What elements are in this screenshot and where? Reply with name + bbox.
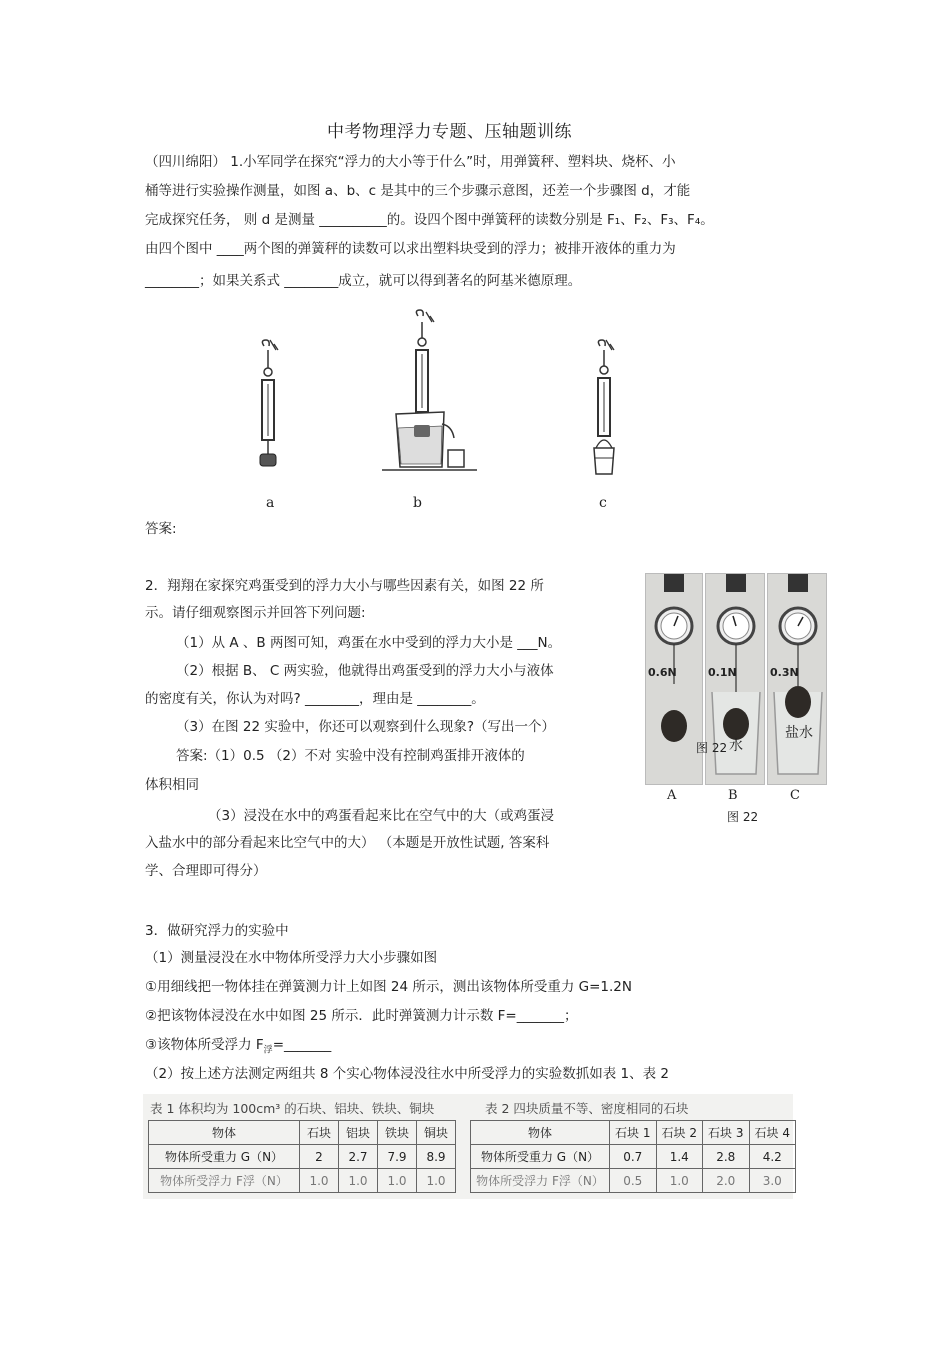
table-2-cell: 3.0 xyxy=(749,1169,796,1193)
q3-line-1: 3．做研究浮力的实验中 xyxy=(145,923,289,939)
table-1-header-cell: 物体 xyxy=(149,1121,300,1145)
q3-line-6: （2）按上述方法测定两组共 8 个实心物体浸没往水中所受浮力的实验数抓如表 1、表 2 xyxy=(145,1066,670,1082)
table-1-cell: 1.0 xyxy=(339,1169,378,1193)
q2-line-5: 的密度有关，你认为对吗? ________，理由是 ________。 xyxy=(145,691,485,707)
q2-answer-1: 答案:（1）0.5 （2）不对 实验中没有控制鸡蛋排开液体的 xyxy=(176,748,525,764)
table-1-cell: 2.7 xyxy=(339,1145,378,1169)
table-1-header-cell: 石块 xyxy=(300,1121,339,1145)
q2-line-6: （3）在图 22 实验中，你还可以观察到什么现象?（写出一个） xyxy=(176,719,556,735)
table-2-cell: 物体所受浮力 F浮（N） xyxy=(471,1169,610,1193)
table-2-cell: 2.8 xyxy=(703,1145,750,1169)
water-label: 水 xyxy=(729,738,743,754)
figure-a-spring-scale xyxy=(250,340,290,480)
photo-label-a: A xyxy=(667,788,677,803)
table-2-header-cell: 石块 3 xyxy=(703,1121,750,1145)
photo-panel-a xyxy=(645,573,703,785)
q2-answer-3: （3）浸没在水中的鸡蛋看起来比在空气中的大（或鸡蛋浸 xyxy=(208,808,555,824)
table-1-header-cell: 铁块 xyxy=(378,1121,417,1145)
figure-22-inner-caption: 图 22 xyxy=(696,741,728,755)
salt-water-label: 盐水 xyxy=(785,725,813,741)
table-1-header-cell: 铜块 xyxy=(417,1121,456,1145)
table-2-header-cell: 石块 1 xyxy=(610,1121,657,1145)
q1-line-1: （四川绵阳） 1.小军同学在探究“浮力的大小等于什么”时，用弹簧秤、塑料块、烧杯、小 xyxy=(145,154,676,170)
table-1-cell: 2 xyxy=(300,1145,339,1169)
figure-a-label: a xyxy=(266,495,275,511)
table-1-header-cell: 铝块 xyxy=(339,1121,378,1145)
q2-answer-2: 体积相同 xyxy=(145,777,199,793)
reading-a: 0.6N xyxy=(648,666,677,679)
q3-line-4: ②把该物体浸没在水中如图 25 所示．此时弹簧测力计示数 F=_______； xyxy=(145,1008,578,1024)
table-2 xyxy=(470,1120,796,1193)
table-row xyxy=(471,1169,796,1193)
table-row xyxy=(471,1145,796,1169)
table-1-cell: 1.0 xyxy=(378,1169,417,1193)
q1-line-5: ________；如果关系式 ________成立，就可以得到著名的阿基米德原理。 xyxy=(145,273,582,289)
table-1-cell: 1.0 xyxy=(417,1169,456,1193)
table-2-cell: 1.4 xyxy=(656,1145,703,1169)
figure-b-spring-scale-overflow-can xyxy=(382,312,482,477)
q1-line-3: 完成探究任务， 则 d 是测量 __________的。设四个图中弹簧秤的读数分别是 F₁、F₂、F₃、F₄。 xyxy=(145,212,714,228)
q2-answer-5: 学、合理即可得分） xyxy=(145,863,267,879)
q3-line-5-end: =_______ xyxy=(272,1037,332,1053)
figure-c-spring-scale-bucket xyxy=(586,340,626,480)
table-1-cell: 物体所受重力 G（N） xyxy=(149,1145,300,1169)
table-2-header-cell: 物体 xyxy=(471,1121,610,1145)
q2-answer-4: 入盐水中的部分看起来比空气中的大） （本题是开放性试题, 答案科 xyxy=(145,835,550,851)
table-1-header-row xyxy=(149,1121,456,1145)
photo-label-c: C xyxy=(790,788,800,803)
q2-line-1: 2．翔翔在家探究鸡蛋受到的浮力大小与哪些因素有关，如图 22 所 xyxy=(145,578,544,594)
reading-c: 0.3N xyxy=(770,666,799,679)
figure-c-label: c xyxy=(599,495,607,511)
q2-line-3: （1）从 A 、B 两图可知，鸡蛋在水中受到的浮力大小是 ___N。 xyxy=(176,635,562,651)
q2-line-2: 示。请仔细观察图示并回答下列问题: xyxy=(145,605,366,621)
table-2-cell: 1.0 xyxy=(656,1169,703,1193)
reading-b: 0.1N xyxy=(708,666,737,679)
page-title: 中考物理浮力专题、压轴题训练 xyxy=(327,122,572,142)
table-1-cell: 8.9 xyxy=(417,1145,456,1169)
photo-panel-c xyxy=(767,573,827,785)
table-row xyxy=(149,1169,456,1193)
q3-line-5-sub: 浮 xyxy=(263,1045,273,1056)
table-1 xyxy=(148,1120,456,1193)
q3-line-5-start: ③该物体所受浮力 F xyxy=(145,1037,264,1053)
table-2-header-row xyxy=(471,1121,796,1145)
figure-b-label: b xyxy=(413,495,422,511)
table-row xyxy=(149,1145,456,1169)
q1-line-4: 由四个图中 ____两个图的弹簧秤的读数可以求出塑料块受到的浮力；被排开液体的重力为 xyxy=(145,241,676,257)
q3-line-2: （1）测量浸没在水中物体所受浮力大小步骤如图 xyxy=(145,950,438,966)
table-1-cell: 1.0 xyxy=(300,1169,339,1193)
table-2-header-cell: 石块 4 xyxy=(749,1121,796,1145)
table-1-cell: 物体所受浮力 F浮（N） xyxy=(149,1169,300,1193)
q1-answer: 答案: xyxy=(145,521,177,537)
table-2-caption: 表 2 四块质量不等、密度相同的石块 xyxy=(485,1101,689,1116)
figure-22-caption: 图 22 xyxy=(727,810,759,824)
table-2-cell: 0.5 xyxy=(610,1169,657,1193)
q3-line-3: ①用细线把一物体挂在弹簧测力计上如图 24 所示，测出该物体所受重力 G=1.2N xyxy=(145,979,632,995)
q1-line-2: 桶等进行实验操作测量，如图 a、b、c 是其中的三个步骤示意图，还差一个步骤图 d，才能 xyxy=(145,183,691,199)
table-2-cell: 物体所受重力 G（N） xyxy=(471,1145,610,1169)
q3-line-5 xyxy=(145,1036,331,1060)
photo-label-b: B xyxy=(728,788,738,803)
table-2-cell: 0.7 xyxy=(610,1145,657,1169)
table-2-header-cell: 石块 2 xyxy=(656,1121,703,1145)
table-2-cell: 2.0 xyxy=(703,1169,750,1193)
table-1-caption: 表 1 体积均为 100cm³ 的石块、铝块、铁块、铜块 xyxy=(150,1101,435,1116)
table-1-cell: 7.9 xyxy=(378,1145,417,1169)
q2-line-4: （2）根据 B、 C 两实验，他就得出鸡蛋受到的浮力大小与液体 xyxy=(176,663,554,679)
table-2-cell: 4.2 xyxy=(749,1145,796,1169)
